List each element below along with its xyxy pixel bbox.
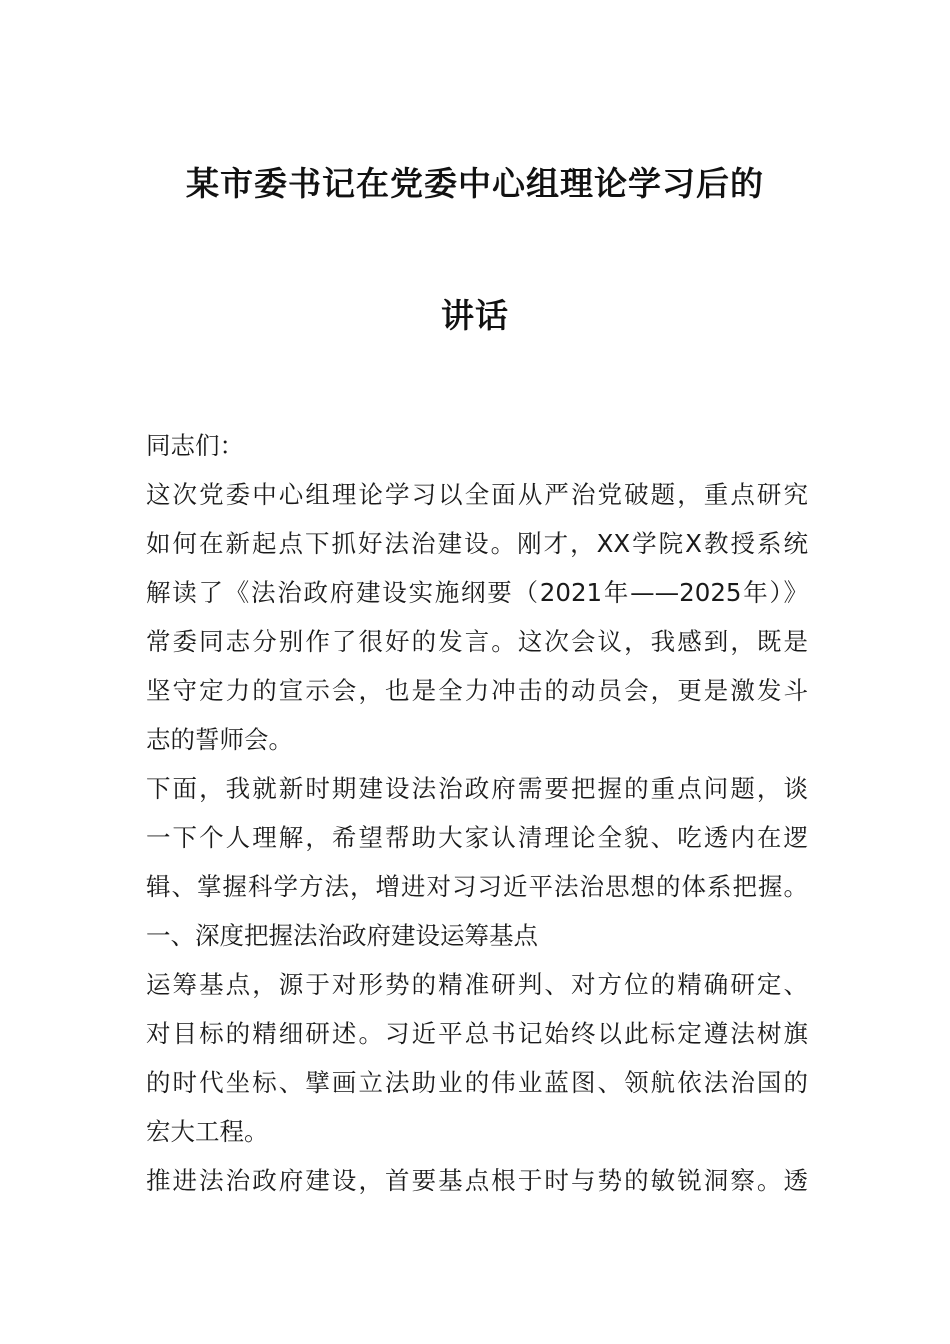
text-line: 对目标的精细研述。习近平总书记始终以此标定遵法树旗 (146, 1019, 808, 1048)
section-heading: 一、深度把握法治政府建设运筹基点 (146, 921, 538, 950)
text-line: 运筹基点，源于对形势的精准研判、对方位的精确研定、 (146, 970, 808, 999)
text-line: 推进法治政府建设，首要基点根于时与势的敏锐洞察。透 (146, 1166, 808, 1195)
text-line: 宏大工程。 (146, 1117, 269, 1146)
document-title-line-2: 讲话 (441, 296, 509, 335)
text-line: 坚守定力的宣示会，也是全力冲击的动员会，更是激发斗 (146, 676, 808, 705)
text-line: 这次党委中心组理论学习以全面从严治党破题，重点研究 (146, 480, 808, 509)
text-line: 下面，我就新时期建设法治政府需要把握的重点问题，谈 (146, 774, 808, 803)
text-line: 志的誓师会。 (146, 725, 293, 754)
text-line: 常委同志分别作了很好的发言。这次会议，我感到，既是 (146, 627, 808, 656)
text-line: 同志们： (146, 431, 244, 460)
text-line: 一下个人理解，希望帮助大家认清理论全貌、吃透内在逻 (146, 823, 808, 852)
text-line: 辑、掌握科学方法，增进对习习近平法治思想的体系把握。 (146, 872, 808, 901)
text-line: 的时代坐标、擘画立法助业的伟业蓝图、领航依法治国的 (146, 1068, 808, 1097)
text-line: 如何在新起点下抓好法治建设。刚才，XX学院X教授系统 (146, 529, 808, 558)
document-body (146, 421, 808, 1205)
text-line: 解读了《法治政府建设实施纲要（2021年——2025年）》 (146, 578, 808, 607)
document-title-line-1: 某市委书记在党委中心组理论学习后的 (186, 164, 764, 203)
